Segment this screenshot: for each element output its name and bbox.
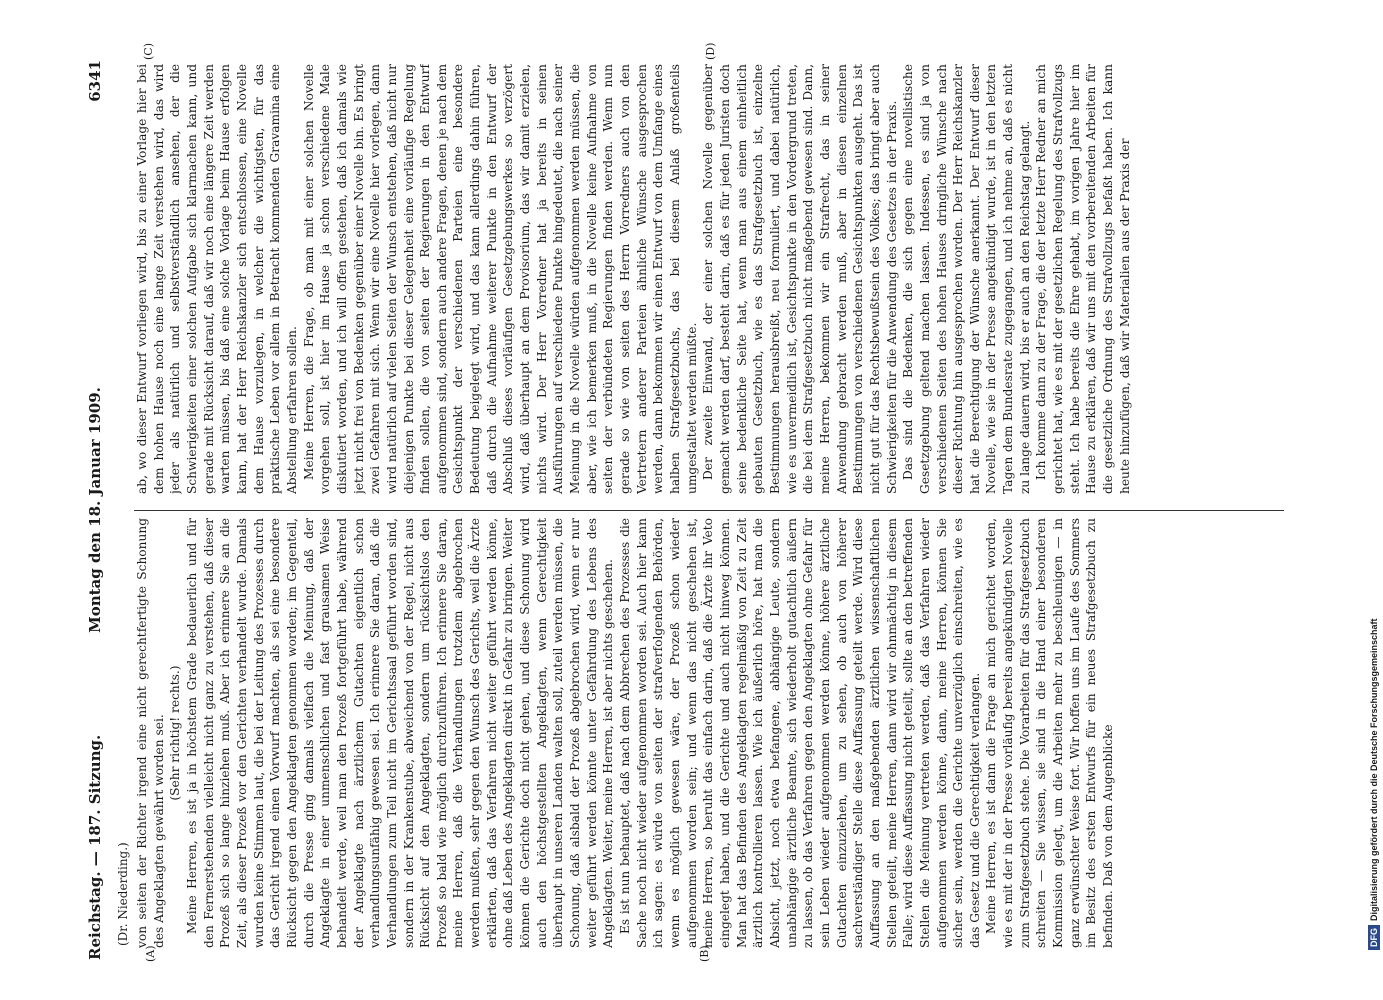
page-header (84, 60, 108, 960)
paragraph: Meine Herren, es ist ja in höchstem Grade bedauerlich und für den Fernerstehenden vielleicht nicht ganz zu verstehen, daß dieser Prozeß sich so lange hinziehen muß. Aber ich erinnere Sie an die Zeit, als dieser Prozeß vor den Gerichten verhandelt wurde. Damals wurden keine Stimmen laut, die bei der Leitung des Prozesses durch das Gericht irgend einen Vorwurf machten, als sei eine besondere Rücksicht gegen den Angeklagten genommen worden; im Gegenteil, durch die Presse ging damals vielfach die Meinung, daß der Angeklagte in einer unmenschlichen und fast grausamen Weise behandelt werde, weil man den Prozeß fortgeführt habe, während der Angeklagte nach ärztlichem Gutachten eigentlich schon verhandlungsunfähig gewesen sei. Ich erinnere Sie daran, daß die Verhandlungen zum Teil nicht im Gerichtssaal geführt worden sind, sondern in der Krankenstube, abweichend von der Regel, nicht aus Rücksicht auf den Angeklagten, sondern um rücksichtslos den Prozeß so bald wie möglich durchzuführen. Ich erinnere Sie daran, meine Herren, daß die Verhandlungen trotzdem abgebrochen werden mußten, sehr gegen den Wunsch des Gerichts, weil die Ärzte erklärten, daß das Verfahren nicht weiter geführt werden könne, ohne daß Leben des Angeklagten direkt in Gefahr zu bringen. Weiter können die Gerichte doch nicht gehen, und diese Schonung wird auch den höchstgestellten Angeklagten, wenn Gerechtigkeit überhaupt in unseren Landen walten soll, zuteil werden müssen, die Schonung, daß alsbald der Prozeß abgebrochen wird, wenn er nur weiter geführt werden könnte unter Gefährdung des Lebens des Angeklagten. Weiter, meine Herren, ist aber nichts geschehen. (184, 518, 616, 948)
page-number: 6341 (86, 60, 104, 102)
paragraph: Meine Herren, die Frage, ob man mit einer solchen Novelle vorgehen soll, ist hier im Hause ja schon verschiedene Male diskutiert worden, und ich will offen gestehen, daß ich damals wie jetzt nicht frei von Bedenken gegenüber einer Novelle bin. Es bringt zwei Gefahren mit sich. Wenn wir eine Novelle hier vorlegen, dann wird natürlich auf vielen Seiten der Wunsch entstehen, daß nicht nur diejenigen Punkte bei dieser Gelegenheit eine vorläufige Regelung finden sollen, die von seiten der Regierungen in den Entwurf aufgenommen sind, sondern auch andere Fragen, denen je nach dem Gesichtspunkt der verschiedenen Parteien eine besondere Bedeutung beigelegt wird, und das kann allerdings dahin führen, daß durch die Aufnahme weiterer Punkte in den Entwurf der Abschluß dieses vorläufigen Gesetzgebungswerkes so verzögert wird, daß überhaupt an dem Provisorium, das wir damit erzielen, nichts wird. Der Herr Vorredner hat ja bereits in seinen Ausführungen auf verschiedene Punkte hingedeutet, die nach seiner Meinung in die Novelle würden aufgenommen werden müssen, die aber, wie ich bemerken muß, in die Novelle keine Aufnahme von seiten der verbündeten Regierungen finden werden. Wenn nun gerade so wie von seiten des Herrn Vorredners auch von den Vertretern anderer Parteien ähnliche Wünsche ausgesprochen werden, dann bekommen wir einen Entwurf von dem Umfange eines halben Strafgesetzbuchs, das bei diesem Anlaß großenteils umgestaltet werden müßte. (301, 64, 699, 494)
paragraph: Ich komme dann zu der Frage, die der letzte Herr Redner an mich gerichtet hat, wie es mit der gesetzlichen Regelung des Strafvollzugs steht. Ich habe bereits die Ehre gehabt, im vorigen Jahre hier im Hause zu erklären, daß wir uns mit den vorbereitenden Arbeiten für die gesetzliche Ordnung des Strafvollzugs befaßt haben. Ich kann heute hinzufügen, daß wir Materialien aus der Praxis der (1034, 64, 1132, 494)
header-session: Reichstag. — 187. Sitzung. (86, 734, 104, 960)
funding-text: Digitalisierung gefördert durch die Deutsche Forschungsgemeinschaft (1369, 618, 1379, 921)
paragraph: Der zweite Einwand, der einer solchen Novelle gegenüber gemacht werden darf, besteht darin, daß es für jeden Juristen doch seine bedenkliche Seite hat, wenn man aus einem einheitlich gebauten Gesetzbuch, wie es das Strafgesetzbuch ist, einzelne Bestimmungen herausbreißt, neu formuliert, und dabei natürlich, wie es unvermeidlich ist, Gesichtspunkte in den Vordergrund treten, die bei dem Strafgesetzbuch nicht maßgebend gewesen sind. Dann, meine Herren, bekommen wir ein Strafrecht, das in seiner Anwendung gebracht werden muß, aber in diesen einzelnen Bestimmungen von verschiedenen Gesichtspunkten ausgeht. Das ist nicht gut für das Rechtsbewußtsein des Volkes; das bringt aber auch Schwierigkeiten für die Anwendung des Gesetzes in der Praxis. (701, 64, 899, 494)
paragraph: Meine Herren, es ist dann die Frage an mich gerichtet worden, wie es mit der in der Presse vorläufig bereits angekündigten Novelle zum Strafgesetzbuch stehe. Die Vorarbeiten für das Strafgesetzbuch schreiten — Sie wissen, sie sind in die Hand einer besonderen Kommission gelegt, um die Arbeiten mehr zu beschleunigen — in ganz erwünschter Weise fort. Wir hoffen uns im Laufe des Sommers im Besitz des ersten Entwurfs für ein neues Strafgesetzbuch zu befinden. Daß von dem Augenblicke (984, 518, 1116, 948)
margin-marker-c: (C) (142, 43, 155, 60)
margin-marker-a: (A) (144, 945, 157, 962)
interjection: (Sehr richtig! rechts.) (168, 665, 183, 801)
paragraph: Es ist nun behauptet, daß nach dem Abbrechen des Prozesses die Sache noch nicht wieder aufgenommen worden sei. Auch hier kann ich sagen: es würde von seiten der strafverfolgenden Behörden, wenn es möglich gewesen wäre, der Prozeß schon wieder aufgenommen worden sein; und wenn das nicht geschehen ist, meine Herren, so beruht das einfach darin, daß die Ärzte ihr Veto eingelegt haben, und die Gerichte und auch nicht hinweg können. Man hat das Befinden des Angeklagten regelmäßig von Zeit zu Zeit ärztlich kontrollieren lassen. Wie ich äußerlich höre, hat man die Absicht, jetzt, noch etwa befangene, abhängige Leute, sondern unabhängige ärztliche Beamte, sich wiederholt gutachtlich äußern zu lassen, ob das Verfahren gegen den Angeklagten ohne Gefahr für sein Leben wieder aufgenommen werden könne, höhere ärztliche Gutachten einzuziehen, um zu sehen, ob auch von höherer sachverständiger Stelle diese Auffassung geteilt werde. Wird diese Auffassung an den maßgebenden ärztlichen wissenschaftlichen Stellen geteilt, meine Herren, dann wird wir ohnmächtig in diesem Falle; wird diese Auffassung nicht geteilt, sollte an den betreffenden Stellen die Meinung vertreten werden, daß das Verfahren wieder aufgenommen werden könne, dann, meine Herren, können Sie sicher sein, werden die Gerichte unverzüglich einschreiten, wie es das Gesetz und die Gerechtigkeit verlangen. (618, 518, 982, 948)
header-date: Montag den 18. Januar 1909. (86, 387, 104, 633)
funding-notice (1368, 50, 1382, 950)
text-column-right (134, 64, 1284, 494)
text-column-left (134, 518, 1284, 948)
paragraph: Das sind die Bedenken, die sich gegen eine novellistische Gesetzgebung geltend machen lassen. Indessen, es sind ja von verschiedenen Seiten des hohen Hauses dringliche Wünsche nach dieser Richtung hin ausgesprochen worden. Der Herr Reichskanzler hat die Berechtigung der Wünsche anerkannt. Der Entwurf dieser Novelle, wie sie in der Presse angekündigt wurde, ist in den letzten Tagen dem Bundesrate zugegangen, und ich nehme an, daß es nicht zu lange dauern wird, bis er auch an den Reichstag gelangt. (901, 64, 1032, 494)
paragraph: ab, wo dieser Entwurf vorliegen wird, bis zu einer Vorlage hier bei dem hohen Hause noch eine lange Zeit verstehen wird, das wird jeder als natürlich und selbstverständlich ansehen, der die Schwierigkeiten einer solchen Aufgabe sich klarmachen kann, und gerade mit Rücksicht darauf, daß wir noch eine längere Zeit werden warten müssen, bis daß eine solche Vorlage beim Hause erfolgen kann, hat der Herr Reichskanzler sich entschlossen, eine Novelle dem Hause vorzulegen, in welcher die wichtigsten, für das praktische Leben vor allem in Betracht kommenden Gravamina eine Abstellung erfahren sollen. (135, 64, 299, 494)
margin-marker-b: (B) (698, 945, 711, 962)
rotated-document-page (84, 42, 1299, 962)
paragraph: von seiten der Richter irgend eine nicht gerechtfertigte Schonung des Angeklagten gewährt worden sei. (135, 518, 166, 948)
column-divider (134, 510, 1284, 511)
dfg-logo: DFG (1368, 925, 1380, 950)
margin-marker-d: (D) (704, 42, 717, 60)
speaker-label: (Dr. Niederding.) (116, 842, 130, 946)
